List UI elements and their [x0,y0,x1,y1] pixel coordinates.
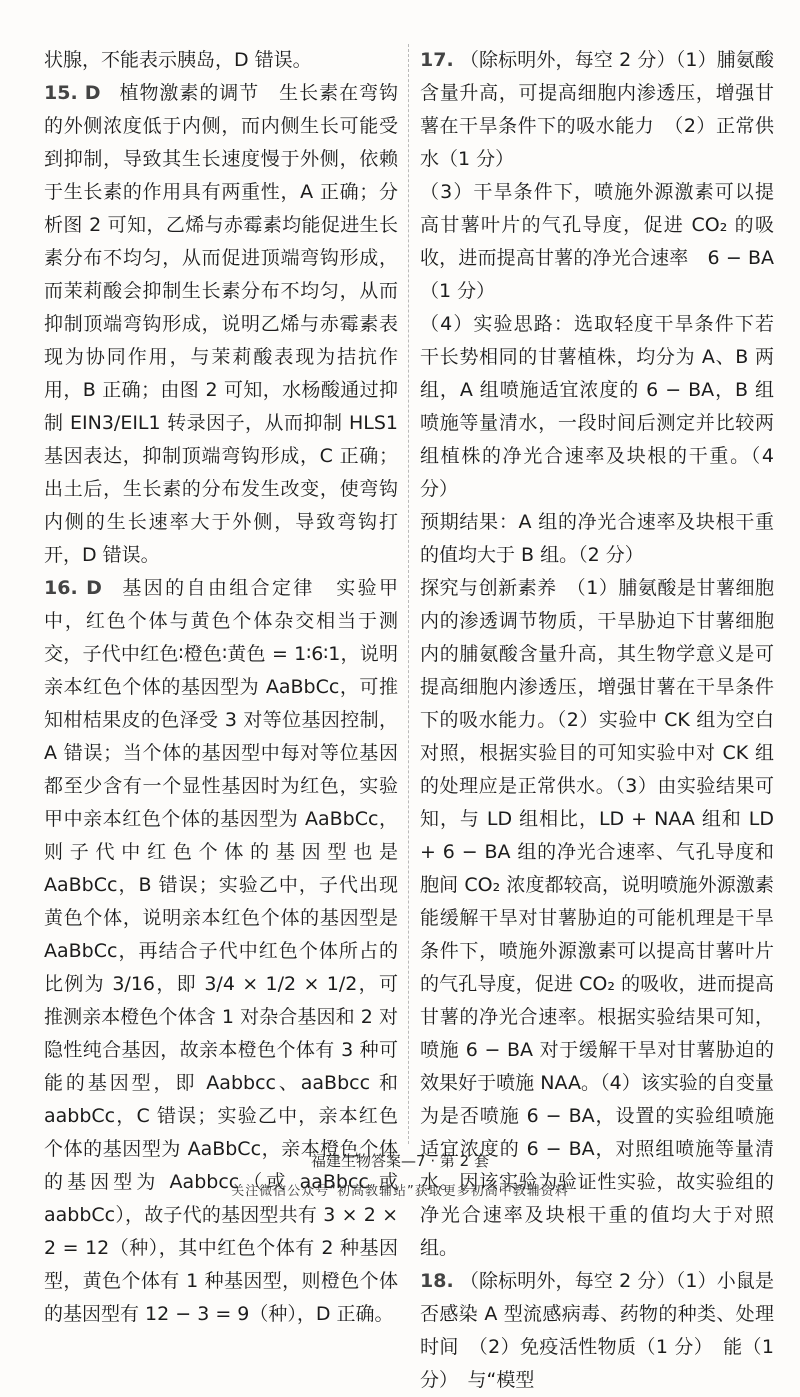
page-footer: 福建生物答案—7 · 第 2 套 [311,1152,489,1170]
question-number: 18. [420,1270,454,1292]
question-15 [44,77,398,572]
question-explanation: 基因的自由组合定律 实验甲中，红色个体与黄色个体杂交相当于测交，子代中红色∶橙色∶黄色 = 1∶6∶1，说明亲本红色个体的基因型为 AaBbCc，可推知柑桔果皮的色泽受 3 对等位基因控制，A 错误；当个体的基因型中每对等位基因都至少含有一个显性基因时为红色，实验甲中亲本红色个体的基因型为 AaBbCc，则子代中红色个体的基因型也是 AaBbCc，B 错误；实验乙中，子代出现黄色个体，说明亲本红色个体的基因型是 AaBbCc，再结合子代中红色个体所占的比例为 3/16，即 3/4 × 1/2 × 1/2，可推测亲本橙色个体含 1 对杂合基因和 2 对隐性纯合基因，故亲本橙色个体有 3 种可能的基因型，即 Aabbcc、aaBbcc 和 aabbCc，C 错误；实验乙中，亲本红色个体的基因型为 AaBbCc，亲本橙色个体的基因型为 Aabbcc（或 aaBbcc 或 aabbCc），故子代的基因型共有 3 × 2 × 2 = 12（种），其中红色个体有 2 种基因型，黄色个体有 1 种基因型，则橙色个体的基因型有 12 − 3 = 9（种），D 正确。 [44,577,398,1325]
question-16 [44,572,398,1331]
right-column [420,44,774,1391]
continued-text: 状腺，不能表示胰岛，D 错误。 [44,49,312,71]
analysis-paragraph: 探究与创新素养 （1）脯氨酸是甘薯细胞内的渗透调节物质，干旱胁迫下甘薯细胞内的脯氨酸含量升高，其生物学意义是可提高细胞内渗透压，增强甘薯在干旱条件下的吸水能力。（2）实验中 CK 组为空白对照，根据实验目的可知实验中对 CK 组的处理应是正常供水。（3）由实验结果可知，与 LD 组相比，LD + NAA 组和 LD + 6 − BA 组的净光合速率、气孔导度和胞间 CO₂ 浓度都较高，说明喷施外源激素能缓解干旱对甘薯胁迫的可能机理是干旱条件下，喷施外源激素可以提高甘薯叶片的气孔导度，促进 CO₂ 的吸收，进而提高甘薯的净光合速率。根据实验结果可知，喷施 6 − BA 对于缓解干旱对甘薯胁迫的效果好于喷施 NAA。（4）该实验的自变量为是否喷施 6 − BA，设置的实验组喷施适宜浓度的 6 − BA，对照组喷施等量清水。因该实验为验证性实验，故实验组的净光合速率及块根干重的值均大于对照组。 [420,577,774,1259]
answer-letter: D [84,82,101,104]
answer-part-4-idea: （4）实验思路：选取轻度干旱条件下若干长势相同的甘薯植株，均分为 A、B 两组，A 组喷施适宜浓度的 6 − BA，B 组喷施等量清水，一段时间后测定并比较两组植株的净光合速率及块根的干重。（4 分） [420,313,774,500]
question-number: 15. [44,82,78,104]
answer-part-1: （除标明外，每空 2 分）（1）脯氨酸含量升高，可提高细胞内渗透压，增强甘薯在干旱条件下的吸水能力 （2）正常供水（1 分） [420,49,774,170]
question-17 [420,44,774,176]
question-18 [420,1265,774,1397]
question-number: 17. [420,49,454,71]
question-number: 16. [44,577,78,599]
left-column [44,44,398,1325]
answer-expected-result: 预期结果：A 组的净光合速率及块根干重的值均大于 B 组。（2 分） [420,511,774,566]
footer-note: 关注微信公众号“初高教辅站”获取更多初高中教辅资料 [231,1184,569,1199]
question-explanation: （除标明外，每空 2 分）（1）小鼠是否感染 A 型流感病毒、药物的种类、处理时间 （2）免疫活性物质（1 分） 能（1 分） 与“模型 [420,1270,774,1391]
answer-part-3: （3）干旱条件下，喷施外源激素可以提高甘薯叶片的气孔导度，促进 CO₂ 的吸收，进而提高甘薯的净光合速率 6 − BA（1 分） [420,181,774,302]
answer-letter: D [86,577,102,599]
question-explanation: 植物激素的调节 生长素在弯钩的外侧浓度低于内侧，而内侧生长可能受到抑制，导致其生长速度慢于外侧，依赖于生长素的作用具有两重性，A 正确；分析图 2 可知，乙烯与赤霉素均能促进生长素分布不均匀，从而促进顶端弯钩形成，而茉莉酸会抑制生长素分布不均匀，从而抑制顶端弯钩形成，说明乙烯与赤霉素表现为协同作用，与茉莉酸表现为拮抗作用，B 正确；由图 2 可知，水杨酸通过抑制 EIN3/EIL1 转录因子，从而抑制 HLS1 基因表达，抑制顶端弯钩形成，C 正确；出土后，生长素的分布发生改变，使弯钩内侧的生长速率大于外侧，导致弯钩打开，D 错误。 [44,82,398,566]
column-divider [408,44,409,1144]
